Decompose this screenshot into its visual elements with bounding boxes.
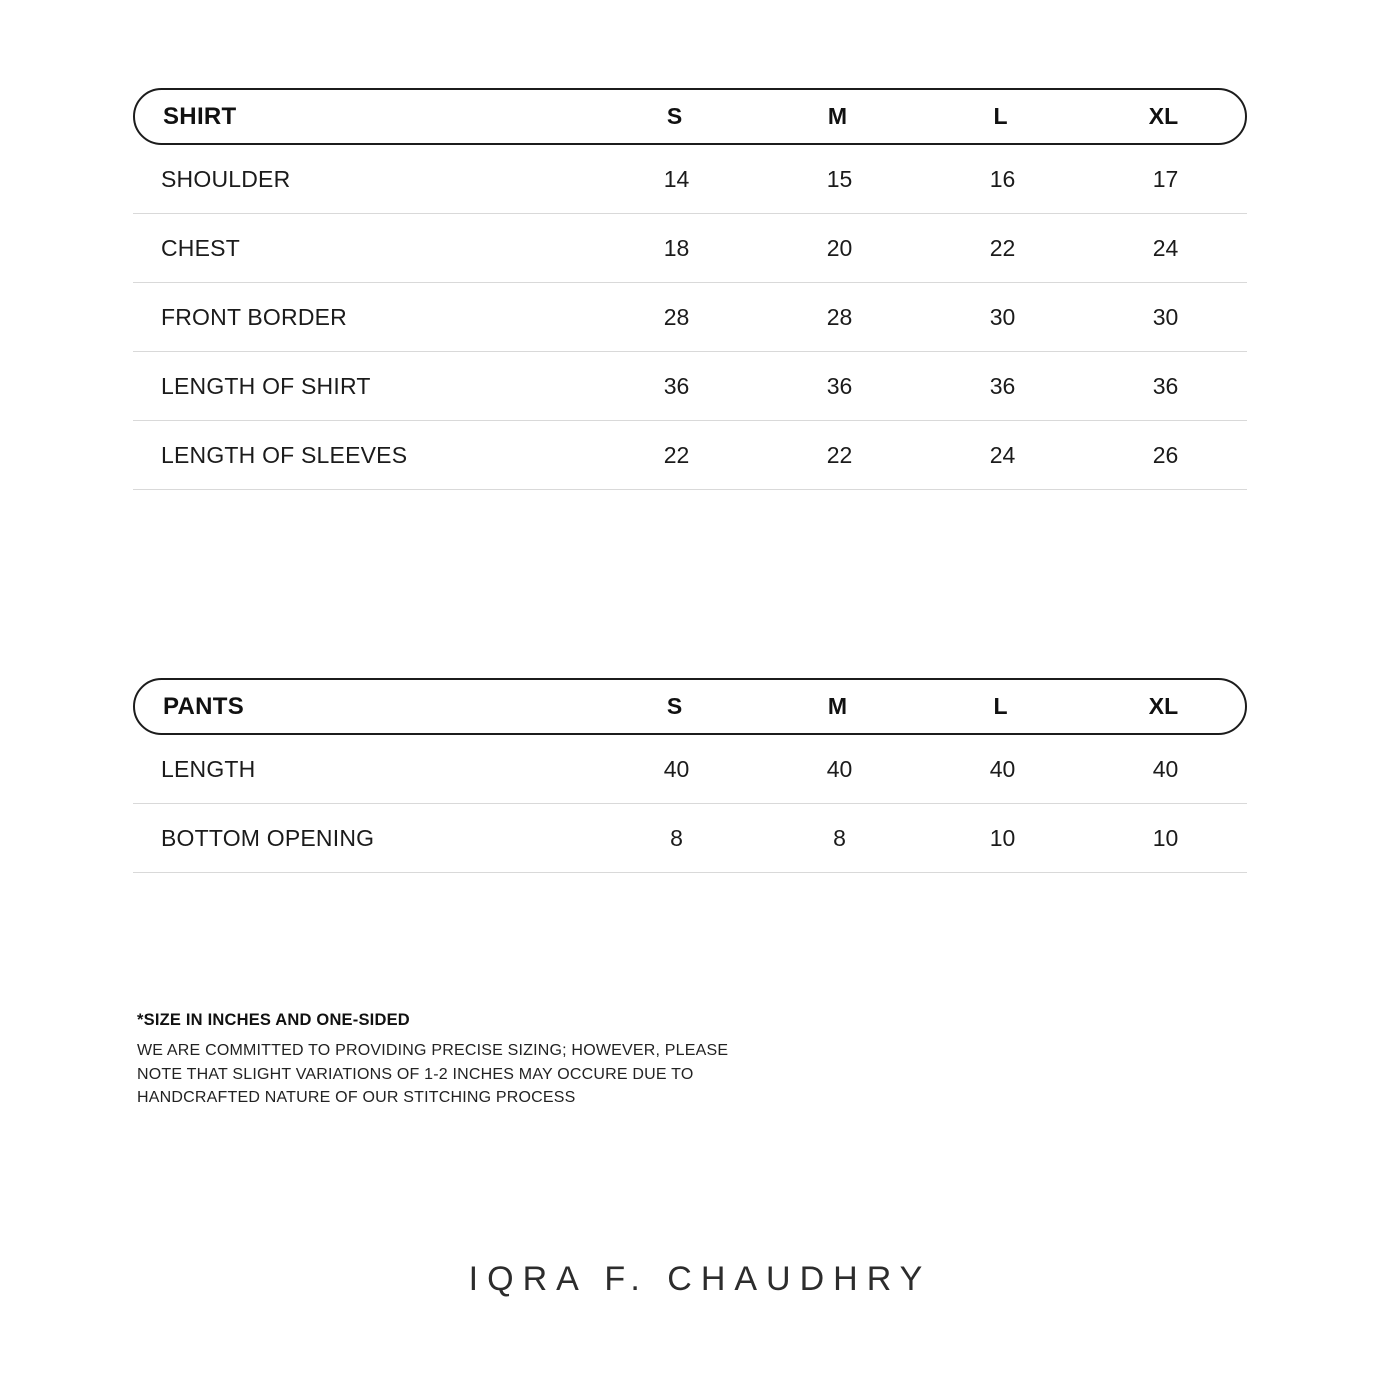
pants-col-l: L (993, 693, 1008, 719)
row-label: LENGTH (161, 755, 256, 782)
pants-col-xl: XL (1148, 693, 1179, 719)
cell-value: 30 (989, 303, 1016, 330)
cell-value: 22 (989, 234, 1016, 261)
shirt-col-l: L (993, 103, 1008, 129)
shirt-col-m: M (827, 103, 848, 129)
table-row-bottom-opening (133, 804, 1247, 873)
shirt-col-xl: XL (1148, 103, 1179, 129)
row-label: LENGTH OF SLEEVES (161, 441, 408, 468)
cell-value: 24 (989, 441, 1016, 468)
row-label: SHOULDER (161, 165, 291, 192)
row-label: BOTTOM OPENING (161, 824, 375, 851)
pants-table-title: PANTS (163, 692, 245, 720)
brand-wordmark: IQRA F. CHAUDHRY (468, 1260, 932, 1298)
cell-value: 26 (1152, 441, 1179, 468)
cell-value: 40 (1152, 755, 1179, 782)
shirt-table-header (133, 88, 1247, 145)
table-row-chest (133, 214, 1247, 283)
shirt-size-table (133, 88, 1247, 490)
cell-value: 10 (989, 824, 1016, 851)
table-row-shoulder (133, 145, 1247, 214)
shirt-col-s: S (666, 103, 683, 129)
cell-value: 8 (833, 824, 846, 851)
cell-value: 28 (826, 303, 853, 330)
cell-value: 8 (670, 824, 683, 851)
cell-value: 14 (663, 165, 690, 192)
sizing-disclaimer (137, 1011, 817, 1110)
cell-value: 16 (989, 165, 1016, 192)
cell-value: 36 (826, 372, 853, 399)
pants-col-m: M (827, 693, 848, 719)
cell-value: 36 (989, 372, 1016, 399)
pants-size-table (133, 678, 1247, 873)
disclaimer-line: NOTE THAT SLIGHT VARIATIONS OF 1-2 INCHES MAY OCCURE DUE TO (137, 1065, 694, 1083)
table-row-length-of-shirt (133, 352, 1247, 421)
cell-value: 10 (1152, 824, 1179, 851)
cell-value: 17 (1152, 165, 1179, 192)
pants-col-s: S (666, 693, 683, 719)
cell-value: 15 (826, 165, 853, 192)
row-label: CHEST (161, 234, 240, 261)
cell-value: 22 (663, 441, 690, 468)
cell-value: 24 (1152, 234, 1179, 261)
table-row-length (133, 735, 1247, 804)
cell-value: 30 (1152, 303, 1179, 330)
cell-value: 28 (663, 303, 690, 330)
table-row-length-of-sleeves (133, 421, 1247, 490)
cell-value: 36 (1152, 372, 1179, 399)
disclaimer-title: *SIZE IN INCHES AND ONE-SIDED (137, 1011, 410, 1029)
disclaimer-line: WE ARE COMMITTED TO PROVIDING PRECISE SIZING; HOWEVER, PLEASE (137, 1042, 729, 1059)
cell-value: 36 (663, 372, 690, 399)
cell-value: 22 (826, 441, 853, 468)
table-row-front-border (133, 283, 1247, 352)
row-label: FRONT BORDER (161, 303, 347, 330)
cell-value: 40 (663, 755, 690, 782)
pants-table-header (133, 678, 1247, 735)
row-label: LENGTH OF SHIRT (161, 372, 371, 399)
cell-value: 20 (826, 234, 853, 261)
cell-value: 40 (826, 755, 853, 782)
cell-value: 40 (989, 755, 1016, 782)
cell-value: 18 (663, 234, 690, 261)
shirt-table-title: SHIRT (163, 102, 237, 130)
disclaimer-line: HANDCRAFTED NATURE OF OUR STITCHING PROCESS (137, 1089, 576, 1106)
